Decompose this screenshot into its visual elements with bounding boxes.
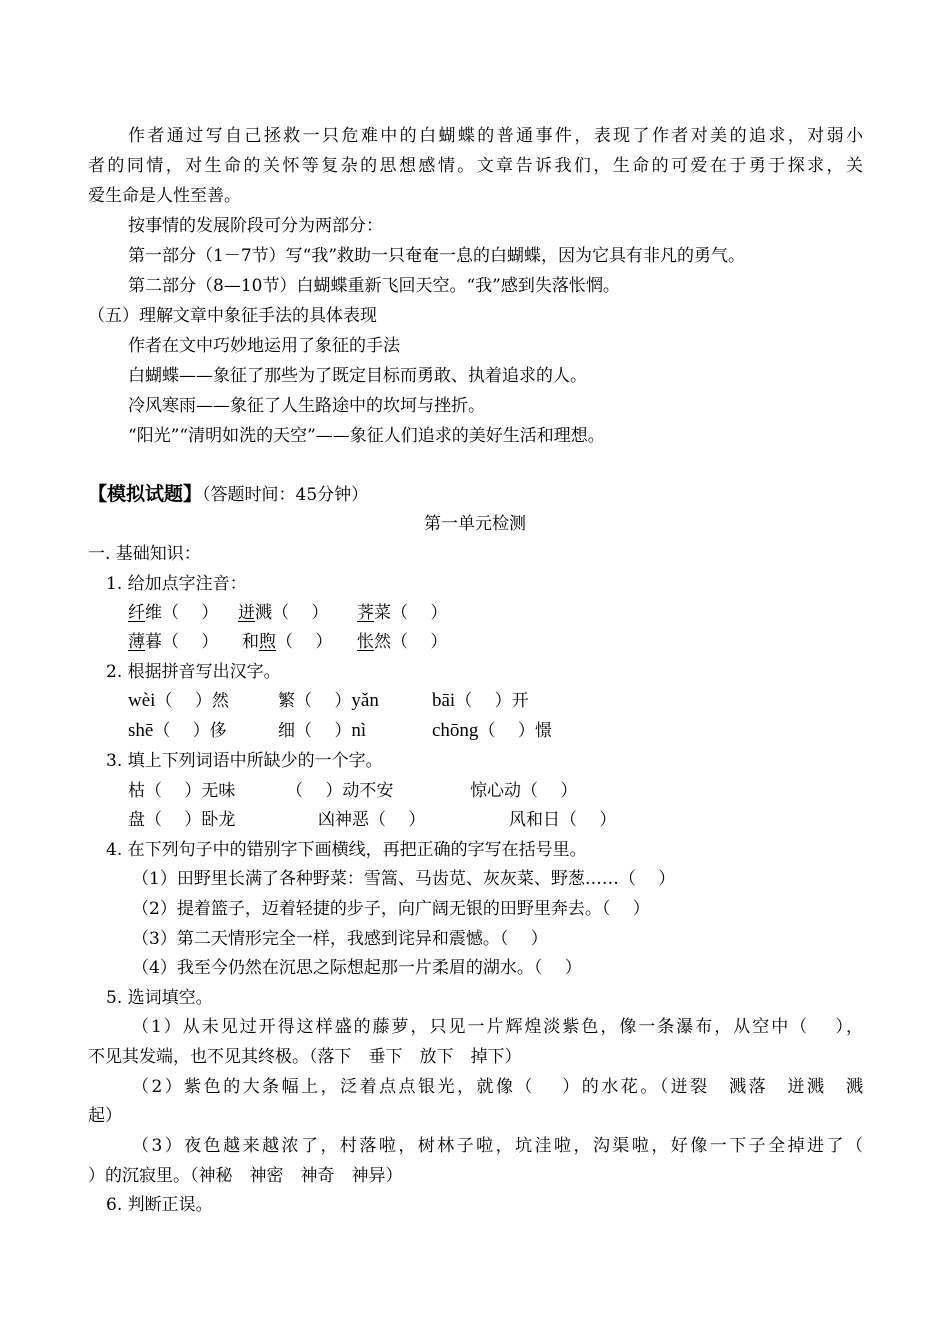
q5-item-1-line-2: 不见其发端，也不见其终极。（落下 垂下 放下 掉下） (88, 1047, 522, 1067)
q1-title: 1. 给加点字注音： (106, 574, 247, 594)
q3-item-2: （ ）动不安 (286, 781, 394, 801)
section5-line-1: 作者在文中巧妙地运用了象征的手法 (128, 336, 400, 356)
q5-item-2-line-2: 起） (88, 1106, 122, 1126)
exam-heading (88, 483, 368, 506)
q4-item-3: （3）第二天情形完全一样，我感到诧异和震憾。（ ） (132, 929, 548, 949)
summary-part-1: 第一部分（1－7节）写“我”救助一只奄奄一息的白蝴蝶，因为它具有非凡的勇气。 (128, 246, 746, 266)
section5-title: （五）理解文章中象征手法的具体表现 (88, 306, 377, 326)
q6-title: 6. 判断正误。 (106, 1195, 213, 1215)
unit-title: 第一单元检测 (424, 514, 526, 534)
q1-item-6: 怅然（ ） (357, 632, 448, 652)
q2-item-2: 繁（ ）yǎn (278, 690, 379, 711)
q2-item-5: 细（ ）nì (278, 720, 367, 741)
q5-item-3-line-1: （3）夜色越来越浓了，村落啦，树林子啦，坑洼啦，沟渠啦，好像一下子全掉进了（ (132, 1136, 863, 1156)
q5-item-2-line-1: （2）紫色的大条幅上，泛着点点银光，就像（ ）的水花。（迸裂 溅落 迸溅 溅 (132, 1077, 863, 1097)
section5-line-4: “阳光”“清明如洗的天空”——象征人们追求的美好生活和理想。 (128, 426, 605, 446)
q2-item-3: bāi（ ）开 (432, 690, 529, 711)
q3-item-5: 凶神恶（ ） (318, 810, 426, 830)
q4-title: 4. 在下列句子中的错别字下画横线，再把正确的字写在括号里。 (106, 840, 587, 860)
summary-parts-intro: 按事情的发展阶段可分为两部分： (128, 216, 383, 236)
q1-item-4: 薄暮（ ） (128, 632, 219, 652)
q3-item-6: 风和日（ ） (509, 810, 617, 830)
summary-line-1: 作者通过写自己拯救一只危难中的白蝴蝶的普通事件，表现了作者对美的追求，对弱小 (128, 126, 863, 146)
q4-item-1: （1）田野里长满了各种野菜：雪篙、马齿苋、灰灰菜、野葱……（ ） (132, 869, 676, 889)
q3-item-3: 惊心动（ ） (470, 781, 578, 801)
q1-item-1: 纤维（ ） (128, 603, 219, 623)
q5-title: 5. 选词填空。 (106, 988, 213, 1008)
q3-item-4: 盘（ ）卧龙 (128, 810, 236, 830)
q3-item-1: 枯（ ）无味 (128, 781, 236, 801)
q1-item-5: 和煦（ ） (242, 632, 333, 652)
q1-item-3: 荠菜（ ） (357, 603, 448, 623)
summary-line-2: 者的同情，对生命的关怀等复杂的思想感情。文章告诉我们，生命的可爱在于勇于探求，关 (88, 156, 863, 176)
q3-title: 3. 填上下列词语中所缺少的一个字。 (106, 751, 383, 771)
summary-line-3: 爱生命是人性至善。 (88, 186, 241, 206)
q5-item-1-line-1: （1）从未见过开得这样盛的藤萝，只见一片辉煌淡紫色，像一条瀑布，从空中（ ）， (132, 1017, 863, 1037)
part-1-title: 一. 基础知识： (88, 544, 201, 564)
section5-line-2: 白蝴蝶——象征了那些为了既定目标而勇敢、执着追求的人。 (128, 366, 587, 386)
summary-part-2: 第二部分（8—10节）白蝴蝶重新飞回天空。“我”感到失落怅惘。 (128, 276, 620, 296)
q2-item-6: chōng（ ）憬 (432, 720, 552, 741)
q1-item-2: 迸溅（ ） (238, 603, 329, 623)
q2-title: 2. 根据拼音写出汉字。 (106, 662, 281, 682)
q2-item-4: shē（ ）侈 (128, 720, 227, 741)
section5-line-3: 冷风寒雨——象征了人生路途中的坎坷与挫折。 (128, 396, 485, 416)
q4-item-4: （4）我至今仍然在沉思之际想起那一片柔眉的湖水。（ ） (132, 958, 582, 978)
exam-time-note: （答题时间：45分钟） (202, 485, 369, 505)
exam-heading-title: 【模拟试题】 (88, 483, 203, 505)
q4-item-2: （2）提着篮子，迈着轻捷的步子，向广阔无银的田野里奔去。（ ） (132, 899, 650, 919)
q5-item-3-line-2: ）的沉寂里。（神秘 神密 神奇 神异） (88, 1166, 403, 1186)
q2-item-1: wèi（ ）然 (128, 690, 229, 711)
